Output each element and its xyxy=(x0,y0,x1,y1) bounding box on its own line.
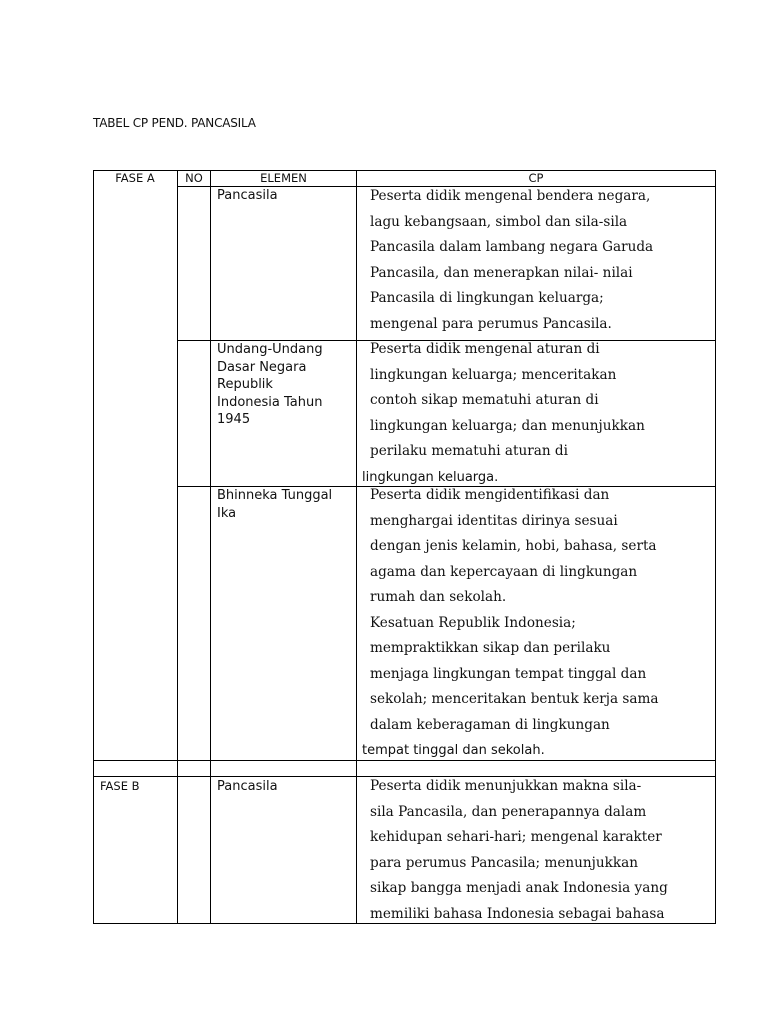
cp-line: lingkungan keluarga. xyxy=(362,469,499,485)
elemen-line: Bhinneka Tunggal xyxy=(217,488,333,503)
cp-line: mempraktikkan sikap dan perilaku xyxy=(370,640,611,656)
elemen-line: Indonesia Tahun xyxy=(217,394,323,410)
cp-line: Pancasila di lingkungan keluarga; xyxy=(370,290,604,306)
cp-line: dengan jenis kelamin, hobi, bahasa, serta xyxy=(370,538,657,554)
cp-line: Peserta didik mengenal aturan di xyxy=(370,341,600,357)
elemen-cell: Pancasila xyxy=(217,188,278,203)
cp-line: lingkungan keluarga; menceritakan xyxy=(370,366,617,383)
cp-line: dalam keberagaman di lingkungan xyxy=(370,716,610,733)
cp-line: Peserta didik mengidentifikasi dan xyxy=(370,487,610,503)
cp-cell xyxy=(362,337,715,490)
cp-line: menjaga lingkungan tempat tinggal dan xyxy=(370,665,647,682)
cp-line: lingkungan keluarga; dan menunjukkan xyxy=(370,417,645,434)
cp-line: kehidupan sehari-hari; mengenal karakter xyxy=(370,829,662,845)
header-cp: CP xyxy=(528,171,544,185)
header-fase: FASE A xyxy=(115,171,155,185)
elemen-line: Undang-Undang xyxy=(217,342,323,357)
elemen-line: Dasar Negara xyxy=(217,359,307,375)
cp-line: memiliki bahasa Indonesia sebagai bahasa xyxy=(370,905,665,922)
cp-cell xyxy=(370,774,715,927)
cp-line: Kesatuan Republik Indonesia; xyxy=(370,614,576,631)
cp-line: perilaku mematuhi aturan di xyxy=(370,443,568,459)
table-border-left xyxy=(93,170,94,924)
cp-line: contoh sikap mematuhi aturan di xyxy=(370,392,599,408)
cp-line: agama dan kepercayaan di lingkungan xyxy=(370,563,638,580)
fase-b-label: FASE B xyxy=(100,779,140,793)
table-border-right xyxy=(715,170,716,924)
cp-line: tempat tinggal dan sekolah. xyxy=(362,743,545,758)
cp-line: lagu kebangsaan, simbol dan sila-sila xyxy=(370,213,628,230)
cp-table xyxy=(93,170,716,924)
cp-line: Pancasila dalam lambang negara Garuda xyxy=(370,239,654,255)
elemen-line: Republik xyxy=(217,377,273,392)
elemen-line: 1945 xyxy=(217,412,251,427)
cp-cell xyxy=(362,483,715,764)
col-divider-elemen xyxy=(356,170,357,924)
cp-line: para perumus Pancasila; menunjukkan xyxy=(370,854,638,871)
col-divider-no xyxy=(210,170,211,924)
elemen-line: Ika xyxy=(217,505,237,521)
cp-line: Pancasila, dan menerapkan nilai- nilai xyxy=(370,264,633,281)
cp-line: Peserta didik mengenal bendera negara, xyxy=(370,188,651,204)
cp-line: sikap bangga menjadi anak Indonesia yang xyxy=(370,880,668,896)
elemen-cell xyxy=(217,341,352,429)
document-title: TABEL CP PEND. PANCASILA xyxy=(93,116,256,130)
cp-line: Peserta didik menunjukkan makna sila- xyxy=(370,778,642,794)
cp-line: rumah dan sekolah. xyxy=(370,589,507,605)
cp-line: mengenal para perumus Pancasila. xyxy=(370,315,612,332)
col-divider-fase xyxy=(177,170,178,924)
cp-cell xyxy=(370,184,715,337)
cp-line: sekolah; menceritakan bentuk kerja sama xyxy=(370,691,659,707)
cp-line: menghargai identitas dirinya sesuai xyxy=(370,512,618,529)
header-no: NO xyxy=(185,171,203,185)
elemen-cell: Pancasila xyxy=(217,779,278,794)
header-elemen: ELEMEN xyxy=(260,171,307,185)
cp-line: sila Pancasila, dan penerapannya dalam xyxy=(370,803,647,820)
elemen-cell xyxy=(217,487,352,522)
